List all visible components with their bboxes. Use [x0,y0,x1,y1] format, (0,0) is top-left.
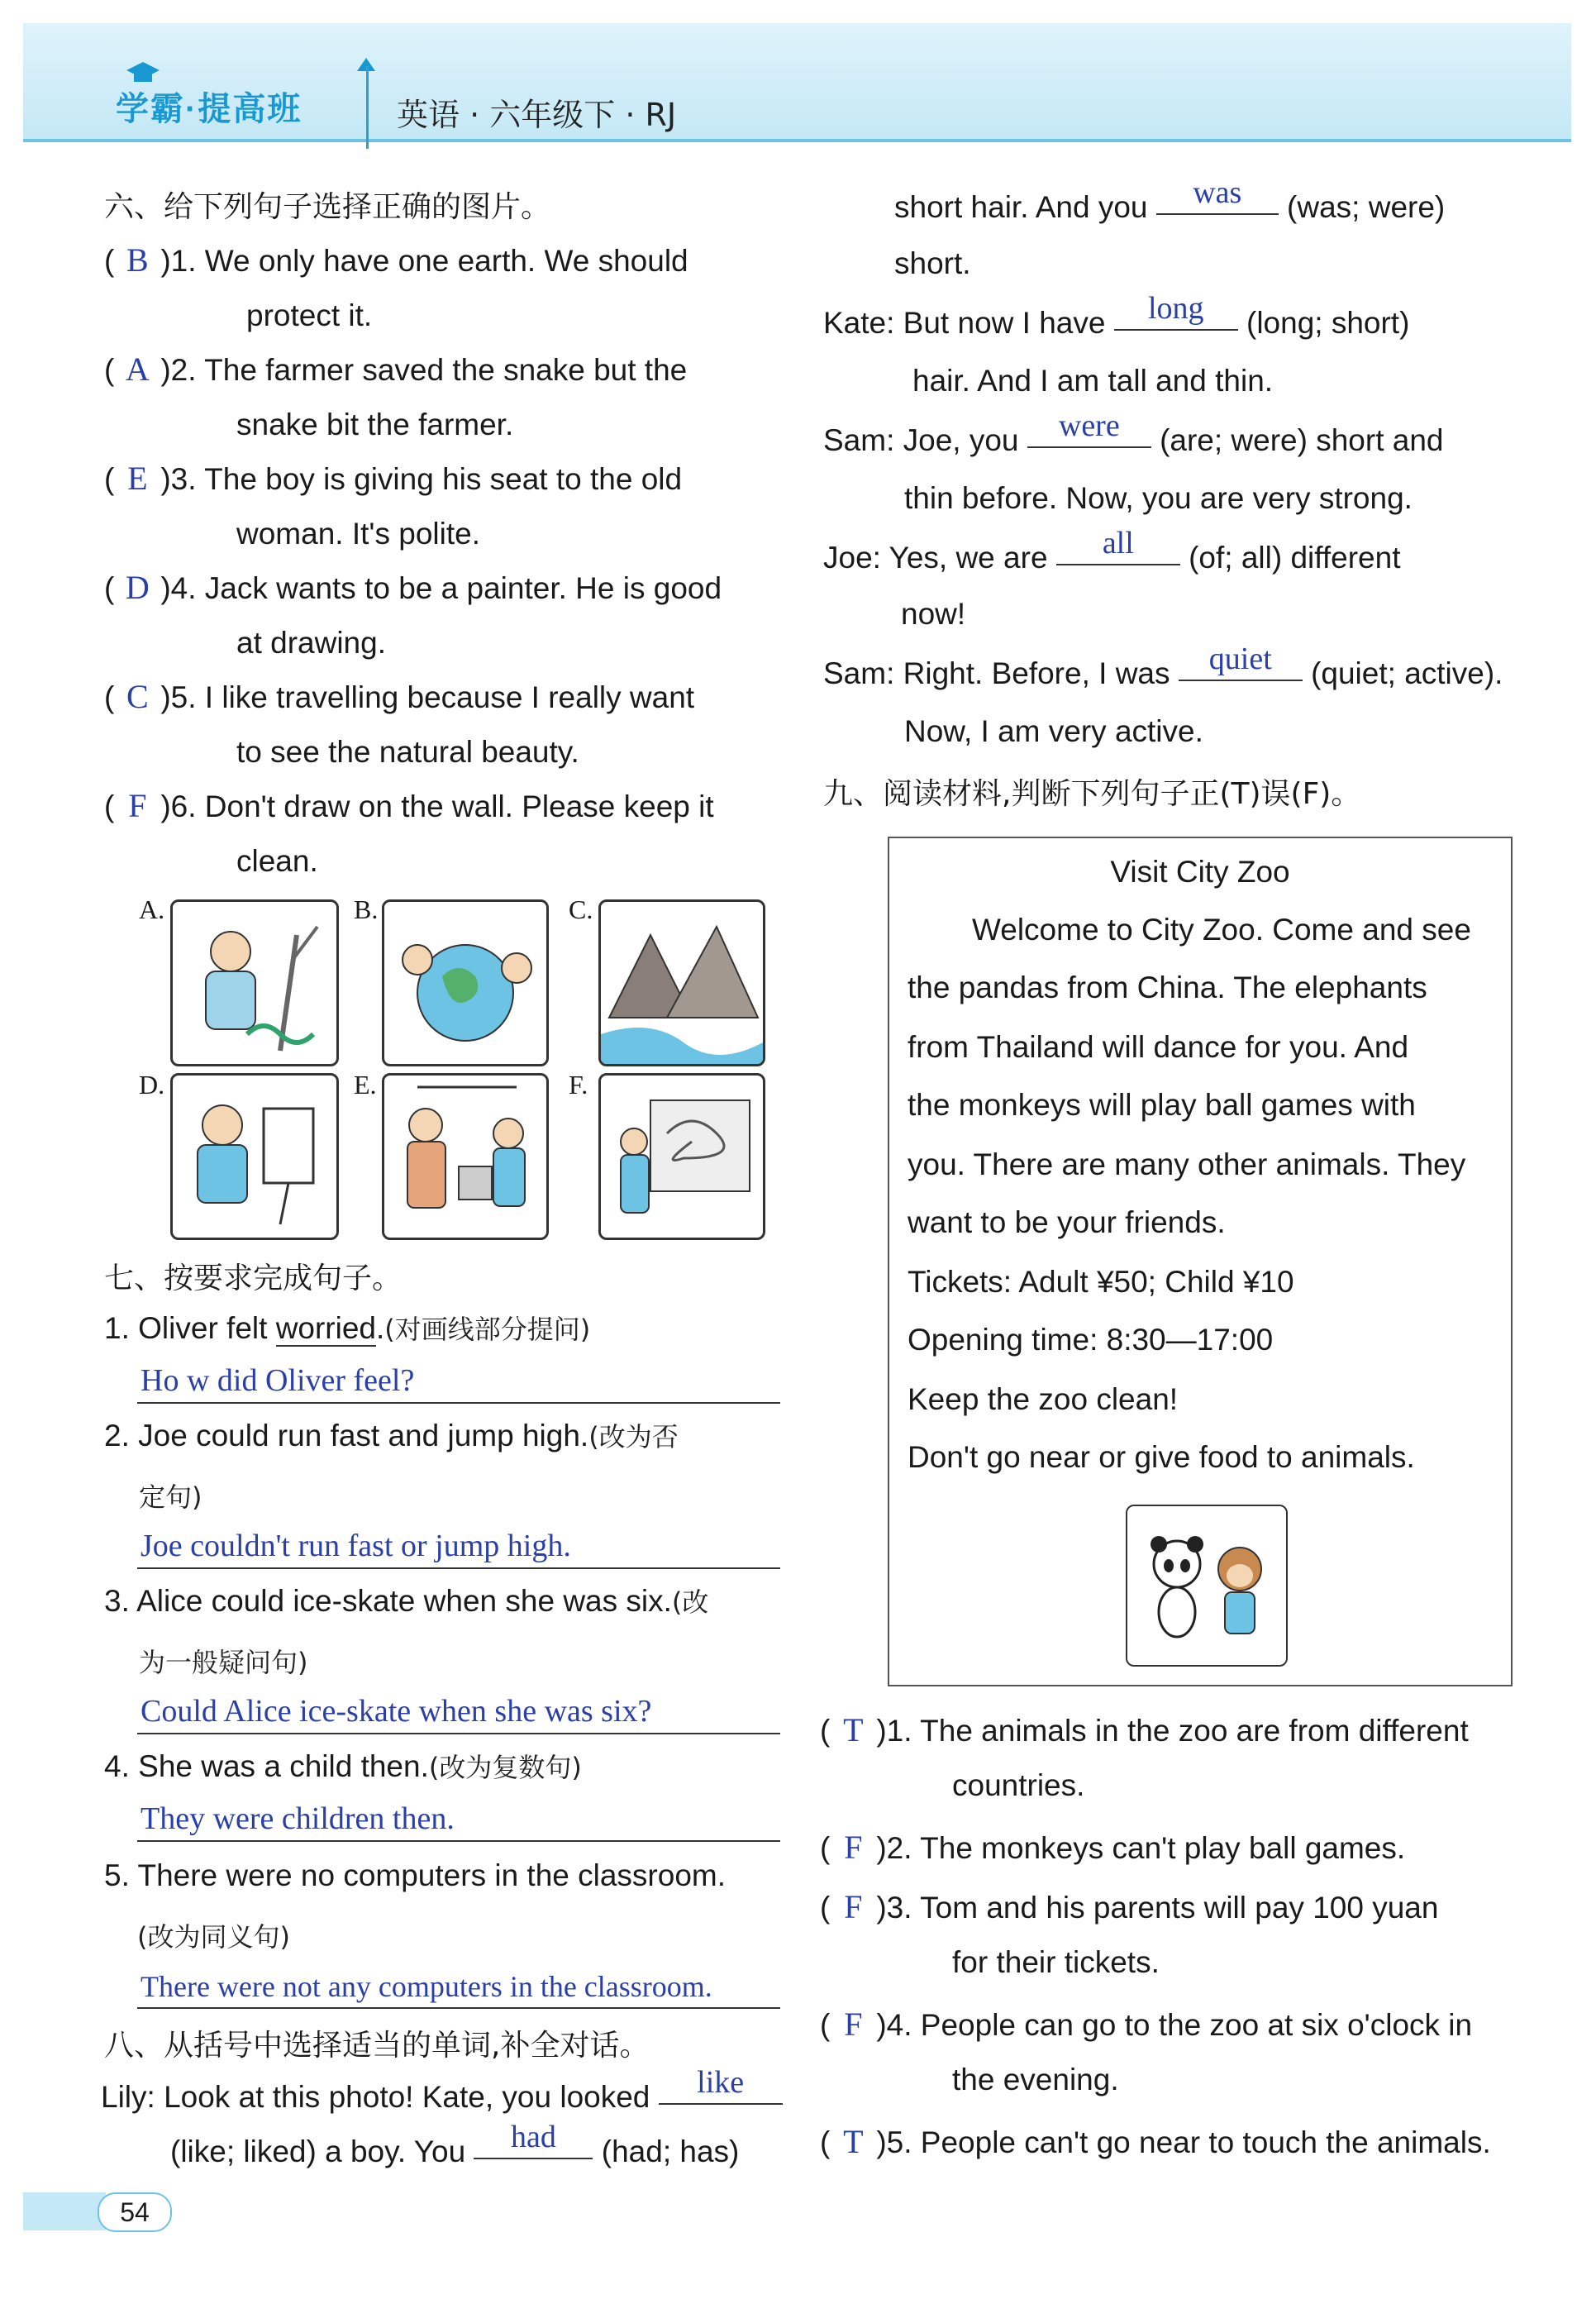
painter-illustration [173,1076,336,1238]
list-item: ( D )4. Jack wants to be a painter. He is good at drawing. [104,560,798,670]
list-item: ( B )1. We only have one earth. We should protect it. [104,233,798,342]
answer-mark: T [843,2123,864,2160]
answer-line: Joe couldn't run fast or jump high. [137,1521,780,1569]
dialogue-line: Joe: Yes, we are all (of; all) different [823,526,1401,575]
list-item: ( F )3. Tom and his parents will pay 100 yuan for their tickets. [820,1880,1522,1997]
underlined-word: worried [275,1311,377,1345]
question-5: 5. There were no computers in the classroom. [104,1858,727,1892]
mountains-illustration [601,902,763,1064]
dialogue-line: Sam: Right. Before, I was quiet (quiet; active). [823,642,1503,690]
giving-seat-illustration [384,1076,546,1238]
fill-blank: quiet [1179,646,1303,681]
dialogue-line: Sam: Joe, you were (are; were) short and [823,408,1444,457]
dialogue-line: (like; liked) a boy. You had (had; has) [170,2120,740,2168]
item-text: The farmer saved the snake but the [204,353,688,387]
answer-mark: E [127,460,148,497]
picture-label: A. [139,894,165,924]
item-text: I like travelling because I really want [204,680,695,714]
earth-children-illustration [384,902,546,1064]
section6-title: 六、给下列句子选择正确的图片。 [104,190,551,224]
page-number: 54 [98,2192,172,2232]
dialogue-line: Lily: Look at this photo! Kate, you looked like [101,2070,783,2125]
fill-blank: had [474,2125,593,2159]
picture-c [598,899,765,1066]
answer-line: Could Alice ice-skate when she was six? [137,1686,780,1734]
panda-monkey-illustration [1127,1506,1286,1665]
section9-title: 九、阅读材料,判断下列句子正(T)误(F)。 [823,777,1361,811]
answer-mark: A [125,351,150,388]
farmer-snake-illustration [173,902,336,1064]
picture-b [382,899,549,1066]
list-item: ( F )6. Don't draw on the wall. Please keep it clean. [104,779,798,888]
list-item: ( F )4. People can go to the zoo at six o'clock in the evening. [820,1997,1522,2115]
page-header [23,23,1571,142]
section6-list [104,233,798,888]
picture-d [170,1073,339,1240]
answer-mark: F [844,1888,863,1925]
dialogue-line: short hair. And you was (was; were) [894,175,1446,224]
section9-list [820,1703,1522,2174]
picture-label: B. [354,894,379,924]
list-item: ( T )1. The animals in the zoo are from different countries. [820,1703,1522,1820]
fill-blank: like [659,2070,783,2105]
question-3: 3. Alice could ice-skate when she was six.(改 [104,1584,709,1618]
list-item: ( E )3. The boy is giving his seat to the old woman. It's polite. [104,451,798,560]
answer-mark: D [125,569,150,606]
picture-label: C. [569,894,593,924]
answer-mark: F [128,787,147,824]
answer-line: There were not any computers in the classroom. [137,1961,780,2009]
list-item: ( T )5. People can't go near to touch the animals. [820,2115,1522,2174]
subject-label: 英语 · 六年级下 · RJ [397,97,677,133]
list-item: ( F )2. The monkeys can't play ball games. [820,1820,1522,1880]
picture-e [382,1073,549,1240]
brand-title: 学霸·提高班 [116,91,303,127]
item-text: Jack wants to be a painter. He is good [204,571,722,605]
list-item: ( A )2. The farmer saved the snake but the snake bit the farmer. [104,342,798,451]
item-text: Don't draw on the wall. Please keep it [204,789,714,823]
fill-blank: all [1056,531,1180,565]
answer-mark: T [843,1711,864,1748]
item-text: The boy is giving his seat to the old [204,462,683,496]
answer-mark: B [126,241,149,279]
section7-title: 七、按要求完成句子。 [104,1262,403,1295]
picture-a [170,899,339,1066]
answer-line: Ho w did Oliver feel? [137,1356,780,1404]
picture-f [598,1073,765,1240]
dialogue-line: Kate: But now I have long (long; short) [823,291,1410,340]
question-2: 2. Joe could run fast and jump high.(改为否 [104,1419,679,1452]
section8-title: 八、从括号中选择适当的单词,补全对话。 [104,2029,650,2063]
fill-blank: long [1114,296,1238,331]
zoo-title: Visit City Zoo [1110,855,1290,889]
zoo-notice-box: Visit City Zoo Welcome to City Zoo. Come and see the pandas from China. The elephants from Thailand will dance for you. And the monkeys will play ball games with you. There are many other animals. They want to be your friends. Tickets: Adult ¥50; Child ¥10 Opening time: 8:30—17:00 Keep the zoo clean! Don't go near or give food to animals. [888,837,1513,1686]
item-text: We only have one earth. We should [204,244,688,278]
list-item: ( C )5. I like travelling because I really want to see the natural beauty. [104,670,798,779]
picture-label: E. [354,1070,377,1099]
picture-label: F. [569,1070,588,1099]
answer-mark: F [844,2006,863,2043]
drawing-on-wall-illustration [601,1076,763,1238]
zoo-animals-picture [1126,1505,1288,1667]
picture-label: D. [139,1070,165,1099]
question-4: 4. She was a child then.(改为复数句) [104,1749,582,1783]
question-1: 1. Oliver felt worried.(对画线部分提问) [104,1311,591,1345]
answer-mark: F [844,1829,863,1866]
page-tab [23,2192,106,2230]
answer-line: They were children then. [137,1794,780,1842]
fill-blank: was [1156,180,1279,215]
fill-blank: were [1027,413,1151,448]
header-divider [366,66,369,149]
answer-mark: C [126,678,149,715]
